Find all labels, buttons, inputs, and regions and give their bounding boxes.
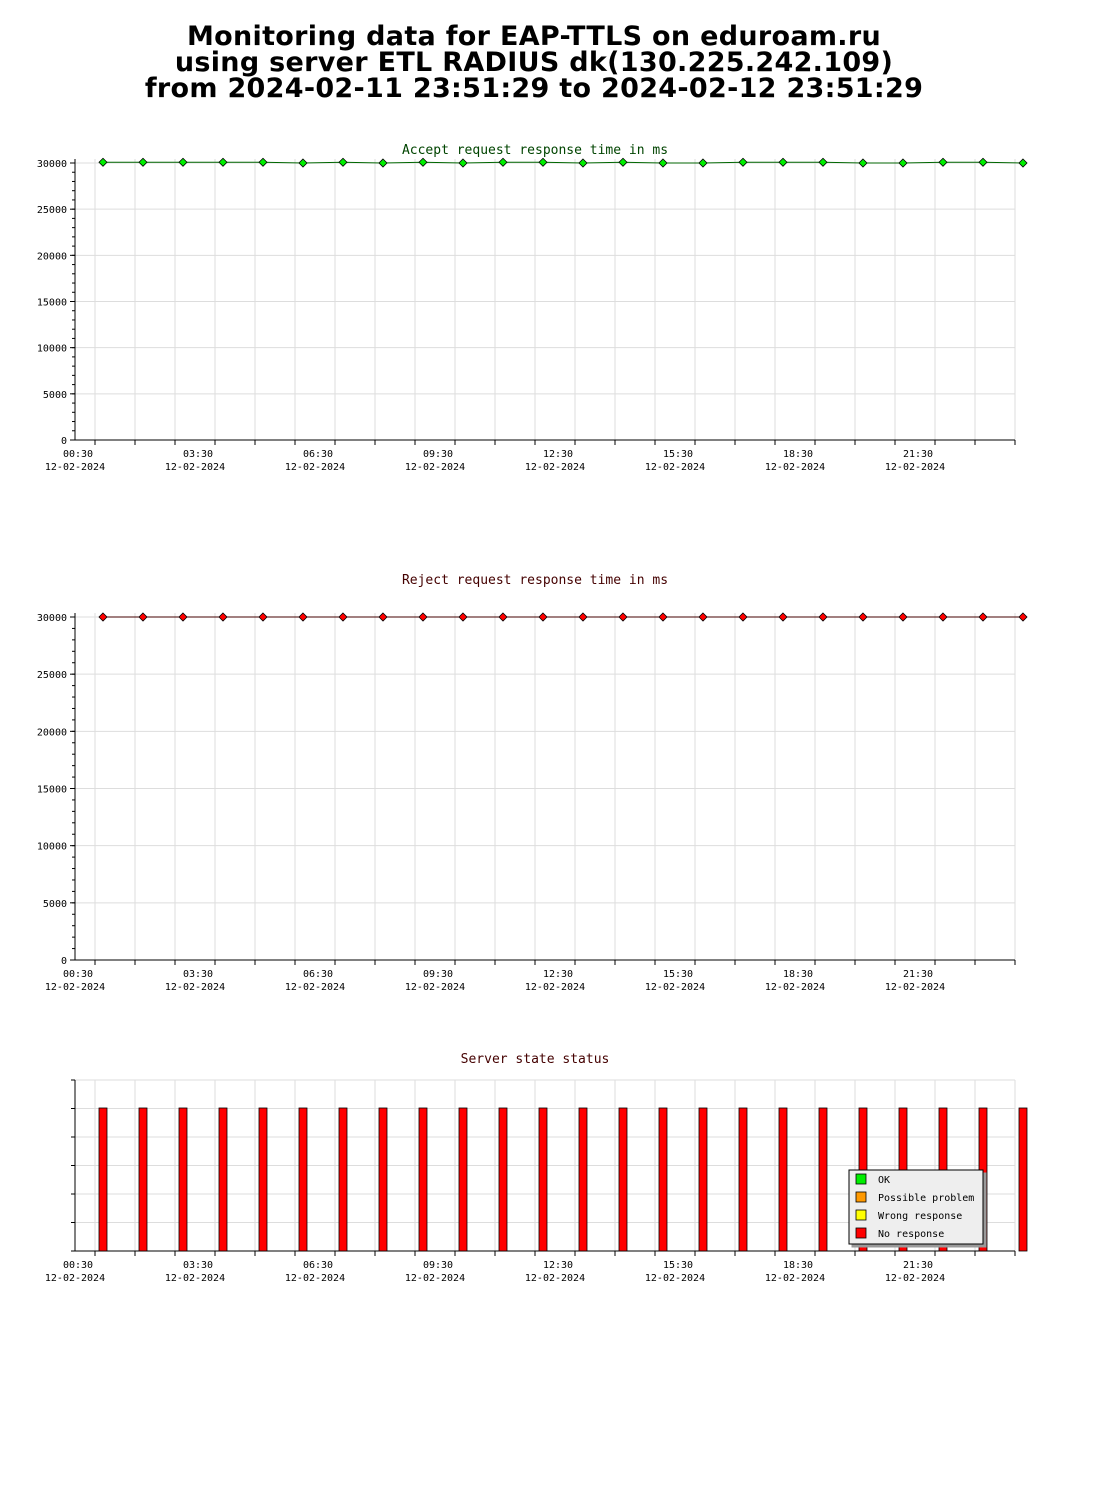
data-point	[899, 159, 907, 167]
x-tick-time: 21:30	[902, 1260, 934, 1271]
x-tick-time: 12:30	[542, 969, 574, 980]
data-point	[899, 613, 907, 621]
x-tick-time: 09:30	[422, 449, 454, 460]
x-tick-date: 12-02-2024	[284, 1273, 346, 1284]
x-tick-time: 21:30	[902, 449, 934, 460]
data-point	[539, 613, 547, 621]
data-point	[499, 613, 507, 621]
status-bar	[419, 1108, 427, 1251]
legend-label: OK	[878, 1175, 891, 1186]
x-tick-time: 12:30	[542, 449, 574, 460]
data-point	[419, 613, 427, 621]
header-title-line1: Monitoring data for EAP-TTLS on eduroam.ru	[187, 21, 881, 52]
legend-swatch	[856, 1210, 866, 1220]
status-bar	[739, 1108, 747, 1251]
data-point	[819, 158, 827, 166]
data-point	[659, 159, 667, 167]
data-point	[699, 613, 707, 621]
status-chart-title: Server state status	[460, 1052, 610, 1067]
data-point	[779, 613, 787, 621]
status-bar	[579, 1108, 587, 1251]
status-bar	[499, 1108, 507, 1251]
status-bar	[99, 1108, 107, 1251]
data-point	[739, 158, 747, 166]
x-tick-time: 18:30	[782, 969, 814, 980]
x-tick-date: 12-02-2024	[524, 1273, 586, 1284]
y-tick-label: 10000	[36, 343, 67, 355]
y-tick-label: 15000	[36, 297, 67, 309]
x-tick-time: 03:30	[182, 969, 214, 980]
data-point	[739, 613, 747, 621]
data-point	[459, 613, 467, 621]
status-bar	[539, 1108, 547, 1251]
status-bar	[339, 1108, 347, 1251]
x-tick-time: 06:30	[302, 449, 334, 460]
data-point	[99, 158, 107, 166]
legend-label: No response	[878, 1229, 945, 1240]
header-title-line2: using server ETL RADIUS dk(130.225.242.109)	[174, 47, 894, 78]
data-point	[499, 158, 507, 166]
data-point	[859, 159, 867, 167]
y-tick-label: 20000	[36, 251, 67, 263]
x-tick-date: 12-02-2024	[44, 1273, 106, 1284]
x-tick-time: 03:30	[182, 449, 214, 460]
y-tick-label: 5000	[42, 389, 67, 401]
status-bar	[819, 1108, 827, 1251]
x-tick-time: 18:30	[782, 449, 814, 460]
accept-response-chart	[37, 143, 1027, 473]
x-tick-time: 21:30	[902, 969, 934, 980]
x-tick-date: 12-02-2024	[524, 462, 586, 473]
data-point	[299, 159, 307, 167]
y-tick-label: 10000	[36, 841, 67, 853]
x-tick-time: 00:30	[62, 1260, 94, 1271]
x-tick-time: 18:30	[782, 1260, 814, 1271]
data-point	[939, 158, 947, 166]
x-tick-time: 09:30	[422, 969, 454, 980]
y-tick-label: 0	[60, 436, 67, 447]
x-tick-time: 15:30	[662, 969, 694, 980]
data-point	[419, 158, 427, 166]
data-point	[259, 613, 267, 621]
reject-chart-title: Reject request response time in ms	[401, 573, 669, 588]
status-bar	[619, 1108, 627, 1251]
x-tick-date: 12-02-2024	[404, 1273, 466, 1284]
data-point	[139, 613, 147, 621]
status-bar	[379, 1108, 387, 1251]
x-tick-time: 06:30	[302, 969, 334, 980]
x-tick-date: 12-02-2024	[644, 1273, 706, 1284]
data-point	[619, 613, 627, 621]
legend-swatch	[856, 1192, 866, 1202]
server-state-chart	[45, 1052, 1027, 1284]
y-tick-label: 5000	[42, 898, 67, 910]
x-tick-time: 12:30	[542, 1260, 574, 1271]
y-tick-label: 30000	[36, 159, 67, 170]
legend-swatch	[856, 1174, 866, 1184]
y-tick-label: 15000	[36, 784, 67, 796]
status-bar	[779, 1108, 787, 1251]
x-tick-date: 12-02-2024	[44, 462, 106, 473]
x-tick-date: 12-02-2024	[404, 982, 466, 993]
x-tick-date: 12-02-2024	[764, 462, 826, 473]
data-point	[579, 613, 587, 621]
legend-label: Possible problem	[878, 1193, 975, 1204]
x-tick-time: 09:30	[422, 1260, 454, 1271]
data-point	[99, 613, 107, 621]
data-point	[819, 613, 827, 621]
x-tick-time: 03:30	[182, 1260, 214, 1271]
x-tick-date: 12-02-2024	[764, 1273, 826, 1284]
data-point	[179, 613, 187, 621]
data-point	[1019, 613, 1027, 621]
x-tick-date: 12-02-2024	[404, 462, 466, 473]
x-tick-date: 12-02-2024	[524, 982, 586, 993]
data-point	[619, 158, 627, 166]
data-point	[779, 158, 787, 166]
data-point	[219, 613, 227, 621]
data-point	[579, 159, 587, 167]
status-bar	[259, 1108, 267, 1251]
x-tick-date: 12-02-2024	[164, 462, 226, 473]
x-tick-date: 12-02-2024	[884, 982, 946, 993]
y-tick-label: 30000	[36, 613, 67, 624]
x-tick-time: 00:30	[62, 969, 94, 980]
x-tick-date: 12-02-2024	[644, 982, 706, 993]
data-point	[259, 158, 267, 166]
x-tick-date: 12-02-2024	[284, 462, 346, 473]
x-tick-date: 12-02-2024	[884, 462, 946, 473]
data-point	[379, 159, 387, 167]
header-title-line3: from 2024-02-11 23:51:29 to 2024-02-12 23:51:29	[144, 73, 924, 104]
status-bar	[659, 1108, 667, 1251]
status-bar	[179, 1108, 187, 1251]
x-tick-date: 12-02-2024	[884, 1273, 946, 1284]
legend-label: Wrong response	[878, 1211, 963, 1222]
x-tick-time: 15:30	[662, 449, 694, 460]
data-point	[179, 158, 187, 166]
status-legend	[849, 1170, 983, 1244]
x-tick-time: 15:30	[662, 1260, 694, 1271]
y-tick-label: 25000	[36, 205, 67, 217]
data-point	[299, 613, 307, 621]
data-point	[139, 158, 147, 166]
x-tick-date: 12-02-2024	[644, 462, 706, 473]
data-point	[459, 159, 467, 167]
status-bar	[139, 1108, 147, 1251]
x-tick-date: 12-02-2024	[44, 982, 106, 993]
data-point	[699, 159, 707, 167]
data-point	[539, 158, 547, 166]
status-bar	[219, 1108, 227, 1251]
status-bar	[459, 1108, 467, 1251]
y-tick-label: 25000	[36, 670, 67, 682]
data-point	[979, 613, 987, 621]
data-point	[979, 158, 987, 166]
data-point	[379, 613, 387, 621]
legend-swatch	[856, 1228, 866, 1238]
status-bar	[699, 1108, 707, 1251]
data-point	[339, 158, 347, 166]
x-tick-time: 00:30	[62, 449, 94, 460]
status-bar	[1019, 1108, 1027, 1251]
data-point	[659, 613, 667, 621]
data-point	[939, 613, 947, 621]
x-tick-date: 12-02-2024	[284, 982, 346, 993]
x-tick-date: 12-02-2024	[164, 982, 226, 993]
accept-chart-title: Accept request response time in ms	[401, 143, 669, 158]
data-point	[219, 158, 227, 166]
data-point	[1019, 159, 1027, 167]
y-tick-label: 0	[60, 956, 67, 967]
x-tick-time: 06:30	[302, 1260, 334, 1271]
data-point	[339, 613, 347, 621]
status-bar	[299, 1108, 307, 1251]
x-tick-date: 12-02-2024	[164, 1273, 226, 1284]
x-tick-date: 12-02-2024	[764, 982, 826, 993]
data-point	[859, 613, 867, 621]
y-tick-label: 20000	[36, 727, 67, 739]
reject-response-chart	[37, 573, 1027, 993]
